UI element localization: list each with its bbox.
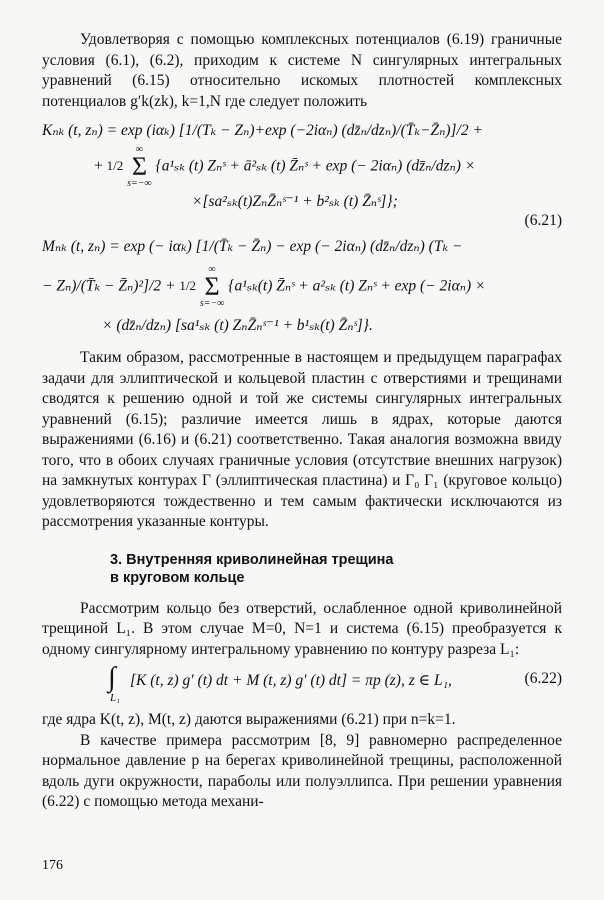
equation-m-line-3: × (dz̄ₙ/dzₙ) [sa¹ₛₖ (t) ZₙZ̄ₙˢ⁻¹ + b¹ₛₖ(t) Z̄ₙˢ]}. <box>102 317 373 334</box>
paragraph-4: где ядра K(t, z), M(t, z) даются выражениями (6.21) при n=k=1. <box>42 711 456 728</box>
paragraph-1: Удовлетворяя с помощью комплексных потенциалов (6.19) граничные условия (6.1), (6.2), приходим к системе N сингулярных интегральных уравнений (6.15) относительно искомых плотностей комплексных потенциалов g′k(zk), k=1,N где следует положить <box>42 31 562 110</box>
equation-6-22 <box>42 664 562 706</box>
paragraph-3: Рассмотрим кольцо без отверстий, ослабленное одной криволинейной трещиной L₁. В этом случае M=0, N=1 и система (6.15) преобразуется к одному сингулярному интегральному уравнению по контуру разреза L₁: <box>42 599 562 658</box>
equation-k-line-2: + 1/2 ∞ Σ s=−∞ {a¹ₛₖ (t) Zₙˢ + ā²ₛₖ (t) Z̄ₙˢ + exp (− 2iαₙ) (dz̄ₙ/dzₙ) × <box>94 144 476 189</box>
equation-k-line-1: Kₙₖ (t, zₙ) = exp (iαₖ) [1/(Tₖ − Zₙ)+exp (−2iαₙ) (dz̄ₙ/dzₙ)/(T̄ₖ−Z̄ₙ)]/2 + <box>42 122 483 139</box>
equation-number-6-22: (6.22) <box>524 670 562 687</box>
paragraph-2: Таким образом, рассмотренные в настоящем и предыдущем параграфах задачи для эллиптической и кольцевой пластин с отверстиями и трещинами сводятся к решению одной и той же системы сингулярных интегральных уравнений (6.15); различие имеется лишь в ядрах, которые даются выражениями (6.16) и (6.21) соответственно. Такая аналогия возможна ввиду того, что в обоих случаях граничные условия (отсутствие внешних нагрузок) на замкнутых контурах Γ (эллиптическая пластина) и Γ₀ Γ₁ (круговое кольцо) удовлетворяются тождественно и тем самым фактически исключаются из рассмотрения указанные контуры. <box>42 349 562 530</box>
integral-subscript: L₁ <box>110 692 120 704</box>
fraction-half-2: 1/2 <box>179 278 196 293</box>
page-number: 176 <box>42 858 63 873</box>
equation-6-22-body: [K (t, z) g′ (t) dt + M (t, z) g′ (t) dt] = πp (z), z ∈ L₁, <box>130 672 452 689</box>
equation-number-6-21: (6.21) <box>524 212 562 229</box>
equation-m-line-2-body: {a¹ₛₖ(t) Z̄ₙˢ + a²ₛₖ (t) Zₙˢ + exp (− 2iαₙ) × <box>228 277 486 295</box>
page-content <box>42 30 562 813</box>
equation-m-line-1: Mₙₖ (t, zₙ) = exp (− iαₖ) [1/(T̄ₖ − Z̄ₙ) − exp (− 2iαₙ) (dz̄ₙ/dzₙ) (Tₖ − <box>42 238 463 255</box>
equation-k-line-2-body: {a¹ₛₖ (t) Zₙˢ + ā²ₛₖ (t) Z̄ₙˢ + exp (− 2iαₙ) (dz̄ₙ/dzₙ) × <box>155 157 476 175</box>
section-heading-line-2: в круговом кольце <box>110 569 245 586</box>
equation-k-line-3: ×[sa²ₛₖ(t)ZₙZ̄ₙˢ⁻¹ + b²ₛₖ (t) Z̄ₙˢ]}; <box>192 193 398 210</box>
equation-m-line-2 <box>42 265 562 309</box>
equation-m-line-2-head: − Zₙ)/(T̄ₖ − Z̄ₙ)²]/2 + <box>42 277 176 295</box>
section-heading-line-1: 3. Внутренняя криволинейная трещина <box>110 551 394 568</box>
sum-symbol: ∞ Σ s=−∞ <box>127 144 152 189</box>
fraction-half: 1/2 <box>106 158 124 173</box>
integral-sign: ∫ <box>108 662 116 693</box>
sum-symbol-2: ∞ Σ s=−∞ <box>199 264 225 309</box>
paragraph-5: В качестве примера рассмотрим [8, 9] равномерно распределенное нормальное давление p на берегах криволинейной трещины, расположенной вдоль дуги окружности, параболы или полуэллипса. При решении уравнения (6.22) с помощью метода механи- <box>42 731 562 810</box>
